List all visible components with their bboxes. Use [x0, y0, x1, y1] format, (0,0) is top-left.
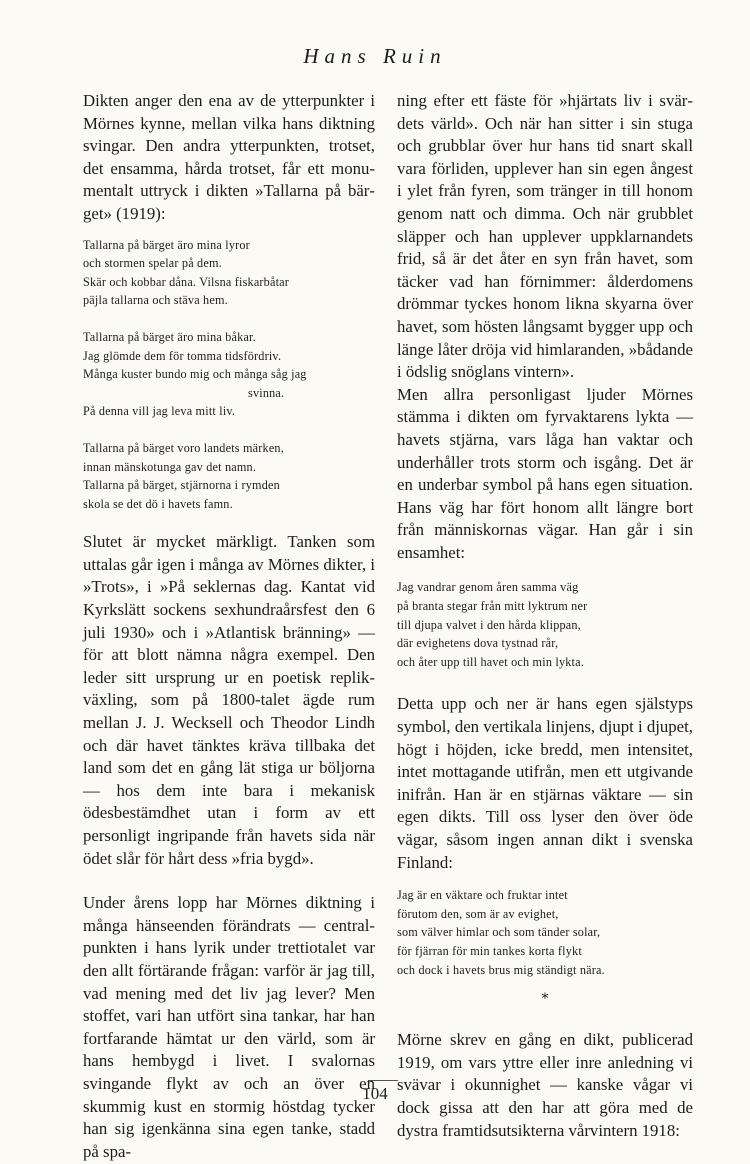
paragraph: Under årens lopp har Mörnes diktning i många hänseenden förändrats — centralpunkten i hans lyrik under trettiotalet var den allt förtärande frågan: varför är jag till, vad mening med det liv jag lever? Men stoffet, vari han utfört sina tankar, har han fortfarande hämtat ur den värld, som är hans hembygd i livet. I svalornas svingande flykt av och an över en skummig kust en stormig höstdag tycker han sig igenkänna sina egen tanke, stadd på spa- [83, 893, 375, 1161]
poem-line: och dock i havets brus mig ständigt nära. [397, 962, 605, 977]
poem-line: Tallarna på bärget voro landets märken, [83, 440, 284, 455]
left-column [83, 90, 375, 1163]
poem-line: och stormen spelar på dem. [83, 256, 222, 271]
footer-rule [368, 1080, 398, 1081]
poem-stanza [83, 439, 375, 513]
poem-line: Tallarna på bärget, stjärnorna i rymden [83, 478, 280, 493]
poem-line: Jag är en väktare och fruktar intet [397, 888, 568, 903]
poem-line: päjla tallarna och stäva hem. [83, 293, 228, 308]
paragraph: Mörne skrev en gång en dikt, publicerad 1919, om vars yttre eller inre anledning vi svävar i okunnighet — kanske vågar vi dock gissa att den har att göra med de dystra framtidsutsikterna vårvintern 1918: [397, 1030, 693, 1140]
poem-stanza [397, 578, 693, 671]
poem-line: till djupa valvet i den hårda klippan, [397, 617, 581, 632]
poem-line: som välver himlar och som tänder solar, [397, 925, 601, 940]
poem-line: för fjärran för min tankes korta flykt [397, 943, 582, 958]
poem-line: och åter upp till havet och min lykta. [397, 654, 584, 669]
paragraph: Slutet är mycket märkligt. Tanken som uttalas går igen i många av Mörnes dikter, i »Trots», i »På seklernas dag. Kantat vid Kyrkslätt sockens sexhundraårsfest den 6 juli 1930» och i »Atlantisk bränning» — för att blott nämna några exempel. Den leder sitt ursprung ur en poetisk replikväxling, som på 1800-talet ägde rum mellan J. J. Wecksell och Theodor Lindh och där havet tänktes kräva tillbaka det land som det en gång lät stiga ur böljorna — hos dem inte bara i mekanisk ödesbestämdhet utan i form av ett personligt ingripande från havets sida när ödet slår för hårt dess »fria bygd». [83, 532, 375, 868]
poem-line: på branta stegar från mitt lyktrum ner [397, 599, 588, 614]
section-separator: * [541, 991, 549, 1008]
poem-stanza [83, 328, 375, 421]
poem-stanza [83, 236, 375, 310]
poem-line: Många kuster bundo mig och många såg jag [83, 367, 307, 382]
poem-line: innan mänskotunga gav det namn. [83, 459, 257, 474]
paragraph: ning efter ett fäste för »hjärtats liv i svärdets värld». Och när han sitter i sin stuga och grubblar över hur hans tid snart skall vara förliden, upplever han sin egen ångest i ylet från fyren, som tränger in till honom genom natt och dimma. Och när grubblet släpper och han upplever uppklarnandets frid, så är det åter en syn från havet, som täcker vad han förnimmer: ålderdomens drömmar tyckes honom likna skyarna över havet, som hösten långsamt bygger upp och länge låter dröja vid himlaranden, »bådande i ödslig snöglans vintern». [397, 91, 693, 382]
paragraph: Dikten anger den ena av de ytterpunkter i Mörnes kynne, mellan vilka hans diktning svingar. Den andra ytterpunkten, trotset, det ensamma, hårda trotset, får ett monumentalt uttryck i dikten »Tallarna på bärget» (1919): [83, 91, 375, 223]
poem-line: Tallarna på bärget äro mina lyror [83, 237, 250, 252]
poem-line: förutom den, som är av evighet, [397, 906, 559, 921]
poem-stanza [397, 886, 693, 979]
page-number: 104 [362, 1084, 388, 1103]
poem-line: Skär och kobbar dåna. Vilsna fiskarbåtar [83, 274, 290, 289]
poem-line: svinna. [248, 385, 285, 400]
poem-line: Jag glömde dem för tomma tidsfördriv. [83, 348, 282, 363]
paragraph: Detta upp och ner är hans egen själstyps symbol, den vertikala linjens, djupt i djupet, högt i höjden, icke bredd, men intensitet, intet mottagande utifrån, men ett utgivande inifrån. Han är en stjärnas väktare — sin egen dikts. Till oss lyser den över öde vägar, såsom ingen annan dikt i svenska Finland: [397, 694, 693, 872]
right-column [397, 90, 693, 1142]
running-header: Hans Ruin [303, 44, 447, 68]
poem-line: Jag vandrar genom åren samma väg [397, 580, 579, 595]
poem-line: skola se det dö i havets famn. [83, 496, 233, 511]
poem-line: där evighetens dova tystnad rår, [397, 636, 559, 651]
paragraph: Men allra personligast ljuder Mörnes stämma i dikten om fyrvaktarens lykta — havets stjärna, vars låga han vaktar och underhåller trots storm och isgång. Det är en underbar symbol på hans egen situation. Hans väg har fört honom allt längre bort från människornas vägar. Han går i sin ensamhet: [397, 384, 693, 562]
poem-line: Tallarna på bärget äro mina båkar. [83, 329, 256, 344]
poem-line: På denna vill jag leva mitt liv. [83, 404, 236, 419]
